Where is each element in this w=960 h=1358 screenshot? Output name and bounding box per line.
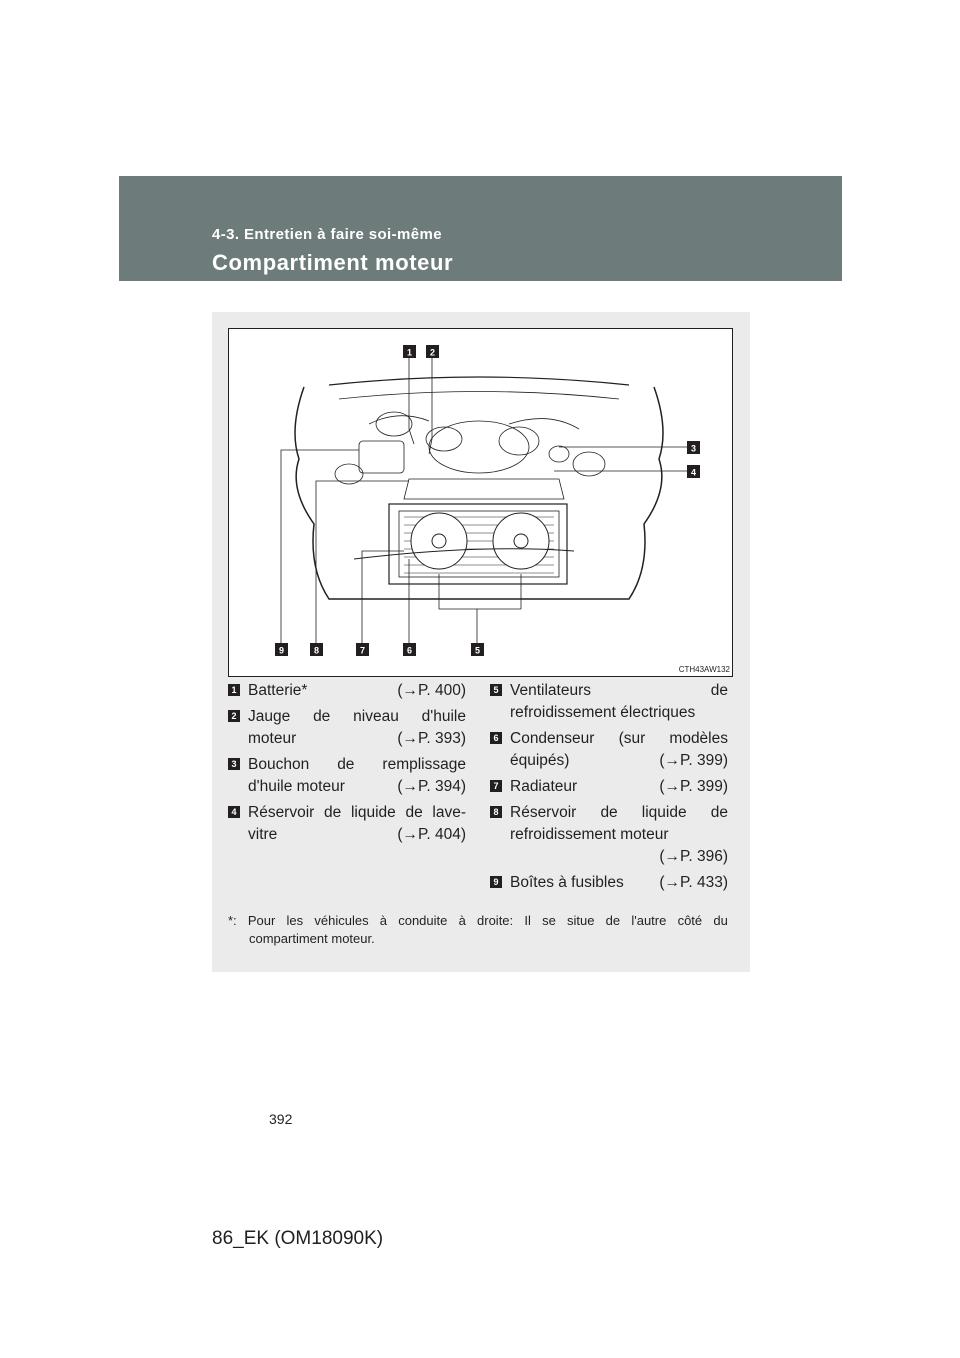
legend-word: (→P. 399) xyxy=(659,778,728,795)
legend-word: niveau xyxy=(353,708,399,725)
footnote-word: côté xyxy=(677,913,703,928)
svg-text:7: 7 xyxy=(359,645,366,656)
footnote-line-2: compartiment moteur. xyxy=(249,931,375,946)
legend-item-5 xyxy=(490,680,728,724)
legend-word: moteur xyxy=(248,730,297,747)
legend-word: Réservoir xyxy=(510,804,577,821)
legend-word: vitre xyxy=(248,826,278,843)
legend-item-2 xyxy=(228,706,466,750)
footnote-word: Il xyxy=(524,913,531,928)
legend-line xyxy=(510,750,728,772)
legend-word: de xyxy=(337,756,355,773)
legend-item-7 xyxy=(490,776,728,798)
footnote-word: *: xyxy=(228,913,237,928)
engine-illustration xyxy=(229,329,732,676)
svg-text:9: 9 xyxy=(278,645,285,656)
legend-word: (→P. 433) xyxy=(659,874,728,891)
svg-text:8: 8 xyxy=(313,645,320,656)
legend-line xyxy=(510,680,728,702)
legend-word: de xyxy=(710,682,728,699)
footnote-line-1 xyxy=(228,912,728,930)
manual-id: 86_EK (OM18090K) xyxy=(212,1228,384,1249)
svg-text:3: 3 xyxy=(690,443,697,454)
legend-word: Réservoir xyxy=(248,804,315,821)
legend-line xyxy=(248,680,466,702)
legend-column-right xyxy=(490,680,728,898)
legend-word: Jauge xyxy=(248,708,291,725)
legend-number-5: 5 xyxy=(490,684,502,696)
legend-word: refroidissement électriques xyxy=(510,704,696,721)
legend-word: Ventilateurs xyxy=(510,682,591,699)
legend-word: Condenseur xyxy=(510,730,595,747)
legend-word: de xyxy=(324,804,342,821)
legend-line xyxy=(510,802,728,824)
footnote-word: du xyxy=(713,913,728,928)
engine-compartment-figure xyxy=(228,328,733,677)
legend-item-9 xyxy=(490,872,728,894)
footnote-word: situe xyxy=(567,913,595,928)
legend-word: lave- xyxy=(432,804,466,821)
svg-text:6: 6 xyxy=(406,645,413,656)
legend-item-8 xyxy=(490,802,728,868)
legend-line xyxy=(248,776,466,798)
legend-number-2: 2 xyxy=(228,710,240,722)
svg-text:1: 1 xyxy=(406,347,413,358)
legend-word: Boîtes à fusibles xyxy=(510,874,624,891)
footnote xyxy=(228,912,728,948)
footnote-word: à xyxy=(379,913,388,928)
svg-text:2: 2 xyxy=(429,347,436,358)
legend-line xyxy=(510,824,728,846)
legend-word: de xyxy=(405,804,423,821)
footnote-word: droite: xyxy=(477,913,514,928)
footnote-word: de xyxy=(605,913,621,928)
section-label: 4-3. Entretien à faire soi-même xyxy=(212,226,442,243)
legend-word: d'huile xyxy=(421,708,466,725)
legend-number-8: 8 xyxy=(490,806,502,818)
legend-line xyxy=(510,776,728,798)
legend-word: (→P. 393) xyxy=(397,730,466,747)
legend-word: Batterie* xyxy=(248,682,308,699)
legend-word: modèles xyxy=(669,730,728,747)
legend-word: équipés) xyxy=(510,752,570,769)
svg-text:5: 5 xyxy=(474,645,481,656)
legend-word: (→P. 400) xyxy=(397,682,466,699)
legend-word: Radiateur xyxy=(510,778,578,795)
legend-item-4 xyxy=(228,802,466,846)
legend-number-3: 3 xyxy=(228,758,240,770)
legend-number-1: 1 xyxy=(228,684,240,696)
legend-word: de xyxy=(710,804,728,821)
footnote-word: à xyxy=(458,913,466,928)
legend-number-7: 7 xyxy=(490,780,502,792)
legend-word: remplissage xyxy=(382,756,466,773)
footnote-word: les xyxy=(286,913,304,928)
legend-line xyxy=(510,702,728,724)
legend-item-3 xyxy=(228,754,466,798)
legend-word: refroidissement moteur xyxy=(510,826,669,843)
legend-item-6 xyxy=(490,728,728,772)
legend-line xyxy=(248,754,466,776)
legend-word: (→P. 394) xyxy=(397,778,466,795)
legend-line xyxy=(510,846,728,868)
legend-line xyxy=(248,728,466,750)
legend-word: de xyxy=(313,708,331,725)
legend-line xyxy=(248,706,466,728)
legend-line xyxy=(510,872,728,894)
page-number: 392 xyxy=(269,1111,293,1127)
legend-word: Bouchon xyxy=(248,756,310,773)
legend-word: (sur xyxy=(618,730,646,747)
legend-number-4: 4 xyxy=(228,806,240,818)
legend-word: (→P. 396) xyxy=(659,848,728,865)
legend-number-9: 9 xyxy=(490,876,502,888)
legend-item-1 xyxy=(228,680,466,702)
legend-line xyxy=(248,802,466,824)
legend-word: liquide xyxy=(641,804,687,821)
legend-column-left xyxy=(228,680,466,850)
legend-word: d'huile moteur xyxy=(248,778,345,795)
footnote-word: véhicules xyxy=(314,913,369,928)
legend-word: (→P. 404) xyxy=(397,826,466,843)
legend-line xyxy=(510,728,728,750)
page-title: Compartiment moteur xyxy=(212,250,454,275)
legend-line xyxy=(248,824,466,846)
svg-text:4: 4 xyxy=(690,467,697,478)
footnote-word: conduite xyxy=(398,913,448,928)
footnote-word: l'autre xyxy=(631,913,667,928)
legend-word: de xyxy=(600,804,618,821)
footnote-word: se xyxy=(542,913,556,928)
footnote-word: Pour xyxy=(247,913,276,928)
figure-code: CTH43AW132 xyxy=(678,665,730,674)
legend-word: (→P. 399) xyxy=(659,752,728,769)
legend-word: liquide xyxy=(350,804,396,821)
legend-number-6: 6 xyxy=(490,732,502,744)
